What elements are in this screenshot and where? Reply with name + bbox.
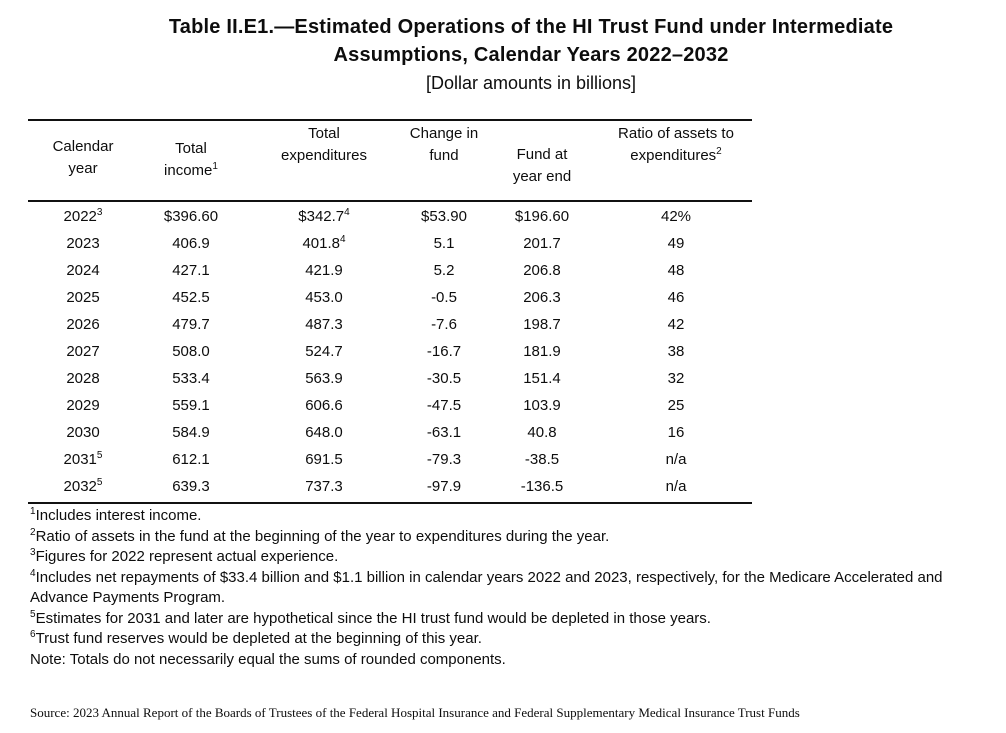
footnote: $^3$Figures for 2022 represent actual experience. xyxy=(30,547,339,565)
table-cell: 2024 xyxy=(66,262,100,279)
footnote: $^2$Ratio of assets in the fund at the beginning of the year to expenditures during the year. xyxy=(30,526,610,545)
footnote-marker: 4 xyxy=(30,567,36,579)
table-cell: 42 xyxy=(667,316,685,333)
table-cell: 584.9 xyxy=(172,424,210,441)
footnote-marker: 3 xyxy=(96,207,103,218)
table-cell: 452.5 xyxy=(172,289,210,306)
table-cell: 401.8$^4$ xyxy=(302,234,346,252)
table-units-note: [Dollar amounts in billions] xyxy=(425,73,637,93)
column-header-total-expenditures: Total expenditures xyxy=(281,125,367,164)
table-cell: $342.7$^4$ xyxy=(298,207,350,225)
table-cell: 2028 xyxy=(66,370,100,387)
table-cell: 2025 xyxy=(66,289,100,306)
table-cell: $196.60 xyxy=(514,208,570,225)
table-cell: n/a xyxy=(665,451,687,468)
table-cell: 151.4 xyxy=(523,370,561,387)
table-cell: 2026 xyxy=(66,316,100,333)
footnote: $^6$Trust fund reserves would be depleted at the beginning of this year. xyxy=(30,629,482,647)
table-row xyxy=(28,365,752,392)
table-cell: 25 xyxy=(667,397,685,414)
footnote-marker: 4 xyxy=(339,234,346,245)
table-cell: 2022$^3$ xyxy=(63,207,103,225)
table-cell: 479.7 xyxy=(172,316,210,333)
footnote-marker: 1 xyxy=(30,506,36,517)
table-cell: 606.6 xyxy=(305,397,343,414)
table-cell: 46 xyxy=(667,289,685,306)
table-cell: -0.5 xyxy=(431,289,457,306)
table-row xyxy=(28,203,752,230)
table-cell: 2032$^5$ xyxy=(63,477,103,495)
table-cell: 453.0 xyxy=(305,289,343,306)
table-cell: 206.8 xyxy=(523,262,561,279)
table-cell: $53.90 xyxy=(421,208,467,225)
footnote-marker: 3 xyxy=(30,547,36,558)
table-title xyxy=(58,13,1004,97)
table-cell: -97.9 xyxy=(426,478,462,495)
table-cell: -47.5 xyxy=(426,397,462,414)
source-citation: Source: 2023 Annual Report of the Boards of Trustees of the Federal Hospital Insurance and Federal Supplementary Medical Insurance Trust Funds xyxy=(30,705,800,720)
table-cell: 406.9 xyxy=(172,235,210,252)
table-row xyxy=(28,419,752,446)
footnote-marker: 2 xyxy=(716,146,722,157)
table-row xyxy=(28,338,752,365)
column-header-fund-at-year-end: Fund at year end xyxy=(512,146,572,185)
table-cell: 201.7 xyxy=(523,235,561,252)
table-cell: 206.3 xyxy=(523,289,561,306)
table-cell: 691.5 xyxy=(305,451,343,468)
footnotes xyxy=(30,506,1002,670)
table-cell: 508.0 xyxy=(172,343,210,360)
table-cell: 533.4 xyxy=(172,370,210,387)
table-cell: -79.3 xyxy=(426,451,462,468)
table-cell: 427.1 xyxy=(172,262,210,279)
footnote-marker: 5 xyxy=(30,608,36,620)
table-cell: 16 xyxy=(667,424,685,441)
table-cell: 2023 xyxy=(66,235,100,252)
footnote-marker: 5 xyxy=(96,477,103,488)
table-cell: 5.2 xyxy=(433,262,455,279)
table-cell: 612.1 xyxy=(172,451,210,468)
column-header-total-income: Total income$^1$ xyxy=(164,140,218,179)
table-cell: $396.60 xyxy=(163,208,219,225)
table-cell: 559.1 xyxy=(172,397,210,414)
table-cell: 103.9 xyxy=(523,397,561,414)
table-cell: 181.9 xyxy=(523,343,561,360)
table-cell: -38.5 xyxy=(524,451,560,468)
table-cell: 2027 xyxy=(66,343,100,360)
column-header-change-in-fund: Change in fund xyxy=(409,125,479,164)
table-cell: 40.8 xyxy=(527,424,557,441)
table-cell: 38 xyxy=(667,343,685,360)
table-cell: 421.9 xyxy=(305,262,343,279)
table-cell: 32 xyxy=(667,370,685,387)
table-cell: 648.0 xyxy=(305,424,343,441)
table-cell: 42% xyxy=(660,208,692,225)
table-cell: 198.7 xyxy=(523,316,561,333)
table-cell: 49 xyxy=(667,235,685,252)
footnote: $^5$Estimates for 2031 and later are hypothetical since the HI trust fund would be depleted in those years. xyxy=(30,608,711,627)
table-title-line-1: Table II.E1.—Estimated Operations of the HI Trust Fund under Intermediate xyxy=(168,16,894,38)
footnote: Note: Totals do not necessarily equal the sums of rounded components. xyxy=(30,650,506,668)
footnote-marker: 1 xyxy=(212,161,218,172)
table-cell: 639.3 xyxy=(172,478,210,495)
table-row xyxy=(28,284,752,311)
table-header-row xyxy=(28,119,752,202)
column-header-calendar-year: Calendar year xyxy=(52,138,114,177)
table-cell: 2030 xyxy=(66,424,100,441)
table-cell: -30.5 xyxy=(426,370,462,387)
table-row xyxy=(28,392,752,419)
table-cell: 487.3 xyxy=(305,316,343,333)
table-row xyxy=(28,473,752,500)
footnote-marker: 4 xyxy=(344,207,350,218)
table-cell: n/a xyxy=(665,478,687,495)
table-cell: 563.9 xyxy=(305,370,343,387)
table-cell: -7.6 xyxy=(431,316,457,333)
table-cell: -63.1 xyxy=(426,424,462,441)
table-body xyxy=(28,202,752,504)
footnote: $^1$Includes interest income. xyxy=(30,506,202,524)
footnote-marker: 5 xyxy=(96,450,103,461)
table-cell: 5.1 xyxy=(433,235,455,252)
hi-trust-fund-table xyxy=(28,119,752,504)
table-cell: 524.7 xyxy=(305,343,343,360)
table-cell: -16.7 xyxy=(426,343,462,360)
table-cell: 737.3 xyxy=(305,478,343,495)
column-header-ratio-assets-to-expenditures: Ratio of assets to expenditures$^2$ xyxy=(618,125,734,164)
table-cell: 48 xyxy=(667,262,685,279)
table-row xyxy=(28,446,752,473)
table-title-line-2: Assumptions, Calendar Years 2022–2032 xyxy=(333,44,729,66)
table-cell: 2029 xyxy=(66,397,100,414)
footnote-marker: 6 xyxy=(30,629,36,640)
table-cell: 2031$^5$ xyxy=(63,450,103,468)
footnote-marker: 2 xyxy=(30,526,36,538)
table-row xyxy=(28,257,752,284)
table-row xyxy=(28,311,752,338)
table-row xyxy=(28,230,752,257)
table-cell: -136.5 xyxy=(520,478,564,495)
footnote: $^4$Includes net repayments of $33.4 billion and $1.1 billion in calendar years 2022 and 2023, respectively, for the Medicare Accelerated and Advance Payments Program. xyxy=(30,567,943,606)
